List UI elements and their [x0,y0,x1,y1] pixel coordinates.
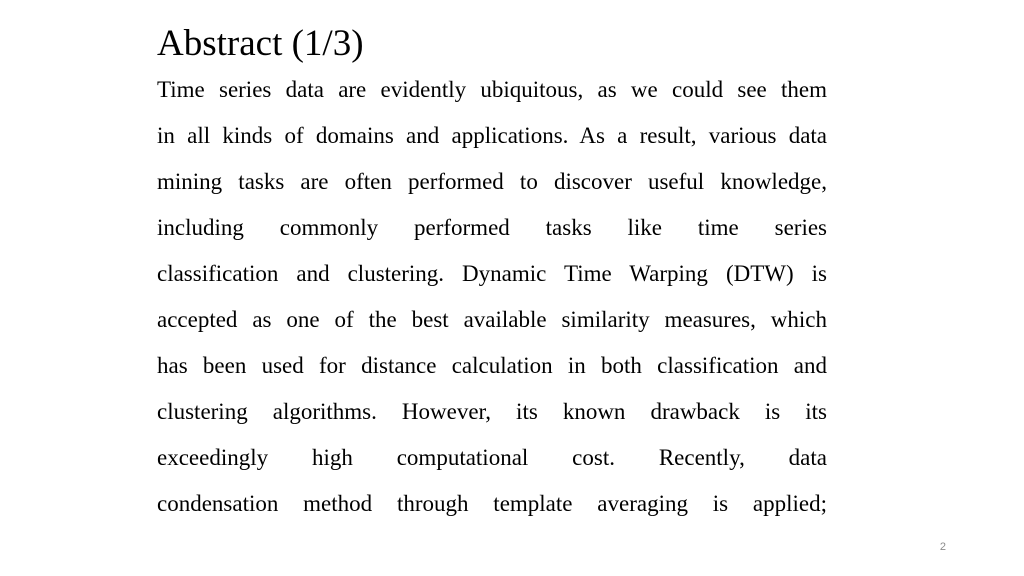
body-line: accepted as one of the best available similarity measures, which [157,307,827,332]
slide-title: Abstract (1/3) [157,23,364,64]
body-line: exceedingly high computational cost. Recently, data [157,445,827,470]
page-number: 2 [939,541,946,553]
body-line: Time series data are evidently ubiquitous, as we could see them [157,77,827,102]
body-line: including commonly performed tasks like time series [157,215,827,240]
body-line: in all kinds of domains and applications. As a result, various data [157,123,827,148]
body-line: mining tasks are often performed to discover useful knowledge, [157,169,827,194]
body-line: clustering algorithms. However, its known drawback is its [157,399,827,424]
body-line: condensation method through template averaging is applied; [157,491,827,516]
body-line: classification and clustering. Dynamic Time Warping (DTW) is [157,261,827,286]
body-line: has been used for distance calculation in both classification and [157,353,827,378]
abstract-body [157,67,827,527]
